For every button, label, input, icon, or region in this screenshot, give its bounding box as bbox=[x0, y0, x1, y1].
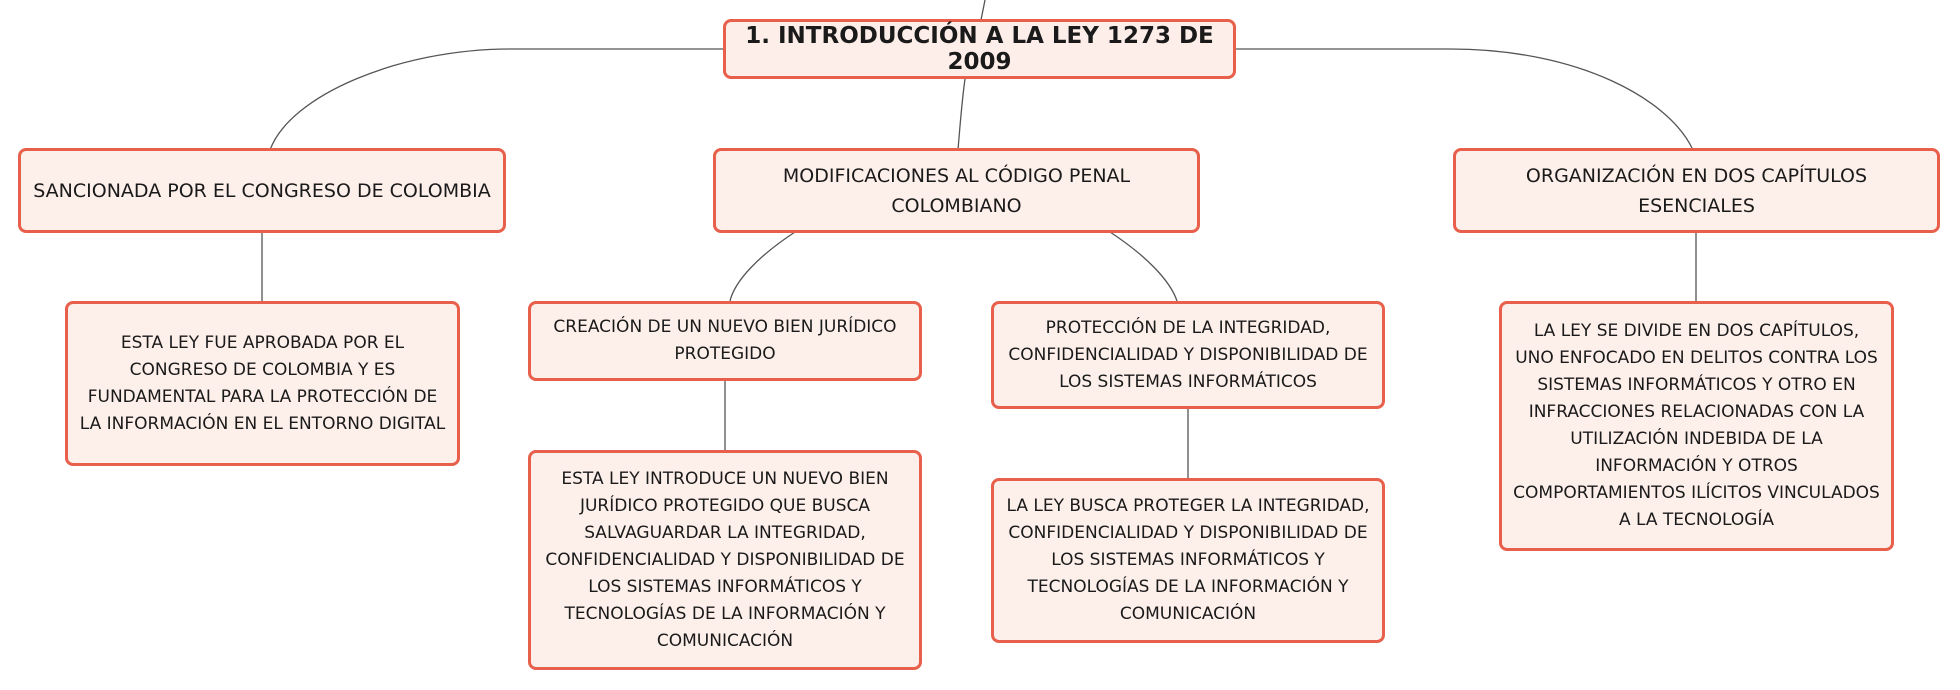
detail-proteccion-integridad[interactable] bbox=[991, 478, 1385, 643]
detail-sancionada-text: ESTA LEY FUE APROBADA POR EL CONGRESO DE COLOMBIA Y ES FUNDAMENTAL PARA LA PROTECCIÓN DE LA INFORMACIÓN EN EL ENTORNO DIGITAL bbox=[79, 332, 446, 434]
root-topic-label: 1. INTRODUCCIÓN A LA LEY 1273 DE 2009 bbox=[745, 23, 1214, 75]
sub-proteccion-integridad[interactable] bbox=[991, 301, 1385, 409]
detail-organizacion[interactable] bbox=[1499, 301, 1894, 551]
branch-sancionada-label: SANCIONADA POR EL CONGRESO DE COLOMBIA bbox=[33, 179, 491, 202]
root-topic[interactable] bbox=[723, 19, 1236, 79]
link-branch-2-sub-2 bbox=[1110, 232, 1177, 301]
branch-modificaciones-label: MODIFICACIONES AL CÓDIGO PENAL COLOMBIANO bbox=[782, 164, 1131, 217]
link-branch-2-sub-1 bbox=[730, 232, 795, 301]
branch-organizacion[interactable] bbox=[1453, 148, 1940, 233]
branch-organizacion-label: ORGANIZACIÓN EN DOS CAPÍTULOS ESENCIALES bbox=[1525, 164, 1868, 217]
detail-creacion-bien-juridico-text: ESTA LEY INTRODUCE UN NUEVO BIEN JURÍDICO PROTEGIDO QUE BUSCA SALVAGUARDAR LA INTEGRIDAD, CONFIDENCIALIDAD Y DISPONIBILIDAD DE LOS SISTEMAS INFORMÁTICOS Y TECNOLOGÍAS DE LA INFORMACIÓN Y COMUNICACIÓN bbox=[545, 468, 905, 651]
detail-creacion-bien-juridico[interactable] bbox=[528, 450, 922, 670]
sub-creacion-bien-juridico-label: CREACIÓN DE UN NUEVO BIEN JURÍDICO PROTEGIDO bbox=[553, 317, 897, 364]
link-top-stub bbox=[981, 0, 985, 20]
detail-proteccion-integridad-text: LA LEY BUSCA PROTEGER LA INTEGRIDAD, CONFIDENCIALIDAD Y DISPONIBILIDAD DE LOS SISTEMAS INFORMÁTICOS Y TECNOLOGÍAS DE LA INFORMACIÓN Y COMUNICACIÓN bbox=[1006, 496, 1370, 624]
link-root-branch-2 bbox=[958, 79, 965, 150]
detail-organizacion-text: LA LEY SE DIVIDE EN DOS CAPÍTULOS, UNO ENFOCADO EN DELITOS CONTRA LOS SISTEMAS INFORMÁTICOS Y OTRO EN INFRACCIONES RELACIONADAS CON LA UTILIZACIÓN INDEBIDA DE LA INFORMACIÓN Y OTROS COMPORTAMIENTOS ILÍCITOS VINCULADOS A LA TECNOLOGÍA bbox=[1513, 321, 1880, 530]
branch-modificaciones[interactable] bbox=[713, 148, 1200, 233]
sub-creacion-bien-juridico[interactable] bbox=[528, 301, 922, 381]
sub-proteccion-integridad-label: PROTECCIÓN DE LA INTEGRIDAD, CONFIDENCIALIDAD Y DISPONIBILIDAD DE LOS SISTEMAS INFORMÁTICOS bbox=[1008, 317, 1368, 392]
link-root-branch-3 bbox=[1236, 49, 1693, 150]
link-root-branch-1 bbox=[270, 49, 723, 150]
detail-sancionada[interactable] bbox=[65, 301, 460, 466]
branch-sancionada[interactable] bbox=[18, 148, 506, 233]
